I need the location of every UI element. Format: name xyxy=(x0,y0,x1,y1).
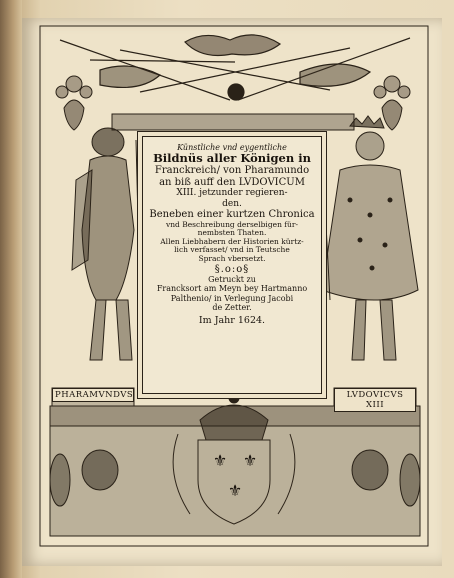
publication-year: Im Jahr 1624. xyxy=(198,314,266,326)
pharamundus-figure xyxy=(72,128,140,360)
subtitle-line: vnd Beschreibung derselbigen für- xyxy=(165,219,299,229)
subtitle-line: Beneben einer kurtzen Chronica xyxy=(149,209,315,221)
title-plate xyxy=(142,136,322,394)
subtitle-line: nembsten Thaten. xyxy=(197,228,267,238)
title-line: Künstliche vnd eygentliche xyxy=(177,143,287,152)
dedication-line: Allen Liebhabern der Historien kürtz- xyxy=(160,236,304,246)
fleur-de-lis-icon: ⚜ xyxy=(242,451,258,470)
imprint-line: Francksort am Meyn bey Hartmanno xyxy=(156,284,308,294)
louis-xiii-label: LVDOVICVS XIII xyxy=(334,388,416,412)
title-line: an biß auff den LVDOVICUM xyxy=(159,176,305,188)
fleur-de-lis-icon: ⚜ xyxy=(212,451,228,470)
fleur-de-lis-icon: ⚜ xyxy=(227,481,243,500)
dedication-line: lich verfasset/ vnd in Teutsche xyxy=(174,245,290,255)
title-line: Franckreich/ von Pharamundo xyxy=(154,165,310,177)
imprint-line: de Zetter. xyxy=(212,302,252,312)
imprint-line: Palthenio/ in Verlegung Jacobi xyxy=(170,293,294,303)
dedication-line: Sprach vbersetzt. xyxy=(198,254,266,264)
imprint-line: Getruckt zu xyxy=(208,275,256,285)
left-flower-urn xyxy=(56,76,92,130)
title-line: den. xyxy=(222,198,242,209)
trophy-of-arms xyxy=(60,35,410,100)
louis-xiii-figure xyxy=(322,116,418,360)
title-line: Bildnüs aller Königen in xyxy=(153,151,311,166)
title-line: XIII. jetzunder regieren- xyxy=(176,188,288,199)
pharamundus-label: PHARAMVNDVS xyxy=(52,388,134,402)
ornament: §.o:o§ xyxy=(214,263,250,275)
